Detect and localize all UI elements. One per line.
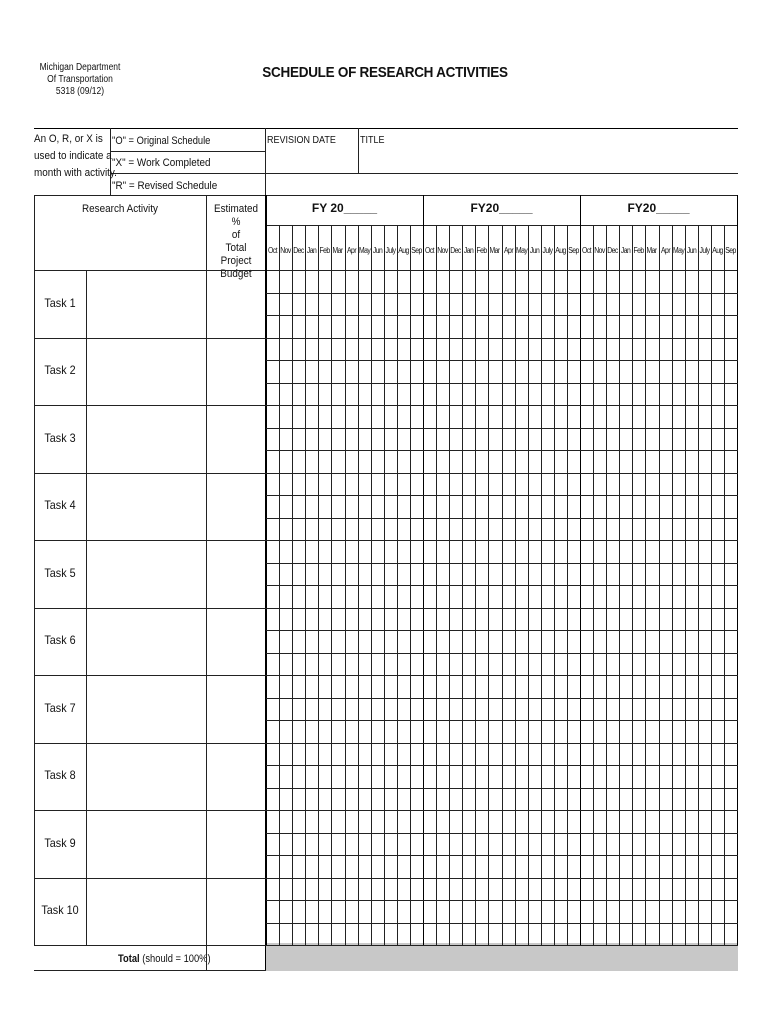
month-divider: [384, 245, 385, 945]
month-divider: [318, 245, 319, 945]
subrow-rule: [266, 788, 738, 789]
month-header-divider: [305, 225, 306, 245]
legend-intro-line: used to indicate a: [34, 150, 112, 162]
subrow-rule: [266, 855, 738, 856]
task-label: Task 2: [44, 363, 76, 378]
subrow-rule: [266, 563, 738, 564]
month-header-divider: [515, 225, 516, 245]
month-divider: [541, 245, 542, 945]
form-number: 5318 (09/12): [55, 86, 105, 97]
month-divider: [449, 245, 450, 945]
month-label: Nov: [280, 246, 291, 255]
month-divider: [436, 245, 437, 945]
subrow-rule: [266, 630, 738, 631]
month-divider: [672, 245, 673, 945]
month-divider: [502, 245, 503, 945]
month-label: Sep: [725, 246, 736, 255]
month-label: Feb: [633, 246, 644, 255]
subrow-rule: [266, 653, 738, 654]
legend-intro-line: An O, R, or X is: [34, 133, 103, 145]
month-header-divider: [371, 225, 372, 245]
task-label: Task 3: [44, 430, 76, 445]
month-divider: [659, 245, 660, 945]
subrow-rule: [266, 315, 738, 316]
month-label: July: [385, 246, 396, 255]
month-label: Apr: [503, 246, 513, 255]
month-divider: [475, 245, 476, 945]
task-row-rule: [34, 338, 738, 339]
month-header-divider: [528, 225, 529, 245]
activity-divider: [206, 195, 207, 970]
task-label: Task 7: [44, 700, 76, 715]
estimated-header-line: of: [231, 229, 241, 241]
month-header-divider: [345, 225, 346, 245]
subrow-rule: [266, 450, 738, 451]
month-label: Aug: [712, 246, 723, 255]
dept-line: Michigan Department: [39, 62, 121, 73]
fy-header-2: FY20_____: [470, 201, 533, 215]
task-label: Task 10: [41, 903, 79, 918]
title-field-label: TITLE: [360, 135, 385, 146]
month-header-divider: [488, 225, 489, 245]
field-rule: [265, 173, 738, 174]
total-shaded-area: [266, 943, 738, 971]
month-label: Aug: [555, 246, 566, 255]
month-divider: [567, 245, 568, 945]
month-label: Jun: [372, 246, 382, 255]
month-divider: [397, 245, 398, 945]
revision-date-label: REVISION DATE: [267, 135, 336, 146]
left-border: [34, 195, 35, 945]
month-label: Oct: [582, 246, 592, 255]
month-divider: [345, 245, 346, 945]
month-header-divider: [619, 225, 620, 245]
month-divider: [724, 245, 725, 945]
month-header-divider: [645, 225, 646, 245]
month-header-divider: [292, 225, 293, 245]
month-header-divider: [685, 225, 686, 245]
month-label: Mar: [332, 246, 344, 255]
month-label: Mar: [646, 246, 658, 255]
month-label: Nov: [594, 246, 605, 255]
task-label: Task 8: [44, 768, 76, 783]
subrow-rule: [266, 720, 738, 721]
estimated-header-line: Estimated %: [213, 203, 259, 228]
month-header-divider: [541, 225, 542, 245]
fy-header-3: FY20_____: [627, 201, 690, 215]
month-header-divider: [698, 225, 699, 245]
subrow-rule: [266, 900, 738, 901]
month-divider: [358, 245, 359, 945]
month-label: Sep: [568, 246, 579, 255]
month-header-divider: [436, 225, 437, 245]
month-header-divider: [318, 225, 319, 245]
month-divider: [515, 245, 516, 945]
month-divider: [331, 245, 332, 945]
month-header-divider: [475, 225, 476, 245]
month-label: July: [542, 246, 553, 255]
month-divider: [462, 245, 463, 945]
month-header-divider: [672, 225, 673, 245]
section-rule: [34, 195, 738, 196]
task-label: Task 9: [44, 835, 76, 850]
legend-revised: "R" = Revised Schedule: [112, 180, 218, 192]
subrow-rule: [266, 833, 738, 834]
month-label: Jun: [529, 246, 539, 255]
legend-rule: [110, 151, 265, 152]
subrow-rule: [266, 518, 738, 519]
task-row-rule: [34, 945, 738, 946]
month-header-divider: [724, 225, 725, 245]
month-header-divider: [449, 225, 450, 245]
task-label: Task 1: [44, 295, 76, 310]
month-label: May: [515, 246, 527, 255]
month-divider: [685, 245, 686, 945]
month-label: Apr: [660, 246, 670, 255]
month-divider: [619, 245, 620, 945]
month-header-divider: [331, 225, 332, 245]
total-bottom-rule: [34, 970, 266, 971]
month-label: Feb: [476, 246, 487, 255]
legend-original: "O" = Original Schedule: [112, 135, 211, 147]
month-label: Jan: [464, 246, 474, 255]
subrow-rule: [266, 698, 738, 699]
task-row-rule: [34, 878, 738, 879]
month-label: Dec: [293, 246, 305, 255]
month-label: Oct: [268, 246, 278, 255]
department-block: [30, 62, 130, 98]
task-row-rule: [34, 675, 738, 676]
task-row-rule: [34, 810, 738, 811]
month-label: Jun: [686, 246, 696, 255]
month-label: Jan: [307, 246, 317, 255]
dept-line: Of Transportation: [47, 74, 113, 85]
month-header-divider: [606, 225, 607, 245]
month-label: May: [672, 246, 684, 255]
month-header-divider: [502, 225, 503, 245]
task-row-rule: [34, 540, 738, 541]
fields-divider: [358, 128, 359, 173]
total-note: (should = 100%): [142, 953, 211, 965]
month-divider: [632, 245, 633, 945]
estimated-header-line: Total Project: [220, 242, 252, 267]
month-label: Dec: [607, 246, 619, 255]
subrow-rule: [266, 923, 738, 924]
month-divider: [698, 245, 699, 945]
month-divider: [554, 245, 555, 945]
total-label: Total: [118, 953, 140, 965]
month-label: Nov: [437, 246, 448, 255]
task-row-rule: [34, 473, 738, 474]
month-divider: [711, 245, 712, 945]
month-header-divider: [711, 225, 712, 245]
month-label: Apr: [346, 246, 356, 255]
month-header-divider: [384, 225, 385, 245]
legend-completed: "X" = Work Completed: [112, 157, 211, 169]
month-header-divider: [358, 225, 359, 245]
month-header-divider: [397, 225, 398, 245]
legend-rule: [110, 173, 265, 174]
fields-divider: [265, 128, 266, 195]
month-header-divider: [567, 225, 568, 245]
subrow-rule: [266, 360, 738, 361]
month-label: Oct: [425, 246, 435, 255]
task-label: Task 5: [44, 565, 76, 580]
subrow-rule: [266, 585, 738, 586]
task-row-rule: [34, 743, 738, 744]
month-divider: [279, 245, 280, 945]
month-label: Jan: [621, 246, 631, 255]
task-label: Task 6: [44, 633, 76, 648]
month-label: May: [358, 246, 370, 255]
subrow-rule: [266, 495, 738, 496]
month-header-divider: [410, 225, 411, 245]
month-header-divider: [593, 225, 594, 245]
month-divider: [528, 245, 529, 945]
header-top-rule: [34, 128, 738, 129]
month-header-divider: [659, 225, 660, 245]
legend-intro-line: month with activity.: [34, 167, 117, 179]
month-divider: [488, 245, 489, 945]
total-row-label: [118, 953, 211, 965]
task-label: Task 4: [44, 498, 76, 513]
month-header-divider: [279, 225, 280, 245]
month-header-divider: [462, 225, 463, 245]
month-label: Feb: [319, 246, 330, 255]
fy-header-1: FY 20_____: [311, 201, 378, 215]
subrow-rule: [266, 428, 738, 429]
estimated-header-line: Budget: [220, 268, 252, 280]
month-divider: [645, 245, 646, 945]
subrow-rule: [266, 293, 738, 294]
month-header-divider: [632, 225, 633, 245]
task-row-rule: [34, 608, 738, 609]
month-divider: [410, 245, 411, 945]
month-divider: [606, 245, 607, 945]
subrow-rule: [266, 383, 738, 384]
month-label: Mar: [489, 246, 501, 255]
month-label: July: [699, 246, 710, 255]
research-activity-header: Research Activity: [82, 203, 158, 215]
month-label: Aug: [398, 246, 409, 255]
month-label: Sep: [411, 246, 422, 255]
month-label: Dec: [450, 246, 462, 255]
month-divider: [371, 245, 372, 945]
subrow-rule: [266, 765, 738, 766]
month-header-divider: [554, 225, 555, 245]
month-divider: [292, 245, 293, 945]
month-divider: [305, 245, 306, 945]
month-divider: [593, 245, 594, 945]
task-row-rule: [34, 405, 738, 406]
page-title: SCHEDULE OF RESEARCH ACTIVITIES: [262, 64, 508, 81]
